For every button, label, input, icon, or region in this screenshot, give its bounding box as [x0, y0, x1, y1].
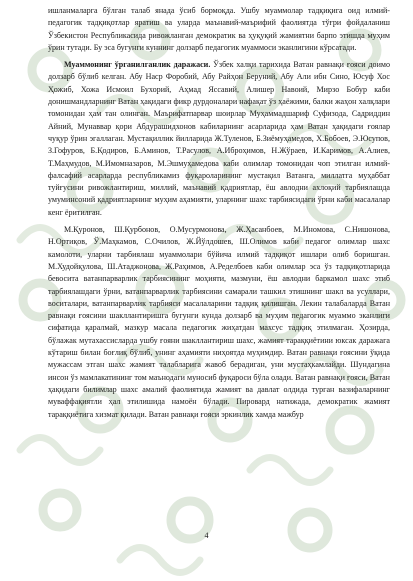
paragraph-text: М.Қуронов, Ш.Қурбонов, О.Мусурмонова, Ж.Ҳасанбоев, М.Иномова, С.Нишонова, Н.Ортиқов, Ў.Маҳкамов, С.Очилов, Ж.Йўлдошев, Ш.Олимов каби педагог олимлар шахс камолоти, уларни тарбиялаш муаммолари бўйича илмий тадқиқот ишлари олиб боришган. М.Худойқулова, Ш.Атаджонова, Ж.Раҳимов, А.Ределбоев каби олимлар эса ўз тадқиқотларида бевосита ватанпарварлик тарбиясининг моҳияти, мазмуни, ёш авлодни баркамол шахс этиб тарбиялашдаги ўрни, ватанпарварлик тарбиясини самарали ташкил этишнинг шакл ва усуллари, воситалари, ватанпарварлик тарбияси масалаларини тадқиқ қилишган. Лекин талабаларда Ватан равнақи ғоясини шакллантиришга бугунги кунда долзарб ва муҳим педагогик муаммо эканлиги сифатида қаралмай, мазкур масала педагогик жиҳатдан махсус тадқиқ этилмаган. Ҳозирда, бўлажак мутахассисларда ушбу ғояни шакллантириш шахс, жамият тараққиётини юксак даражага кўтариш билан боғлиқ бўлиб, унинг аҳамияти ниҳоятда муҳимдир. Ватан равнақи ғоясини ўқида мужассам этган шахс жамият талабларига жавоб берадиган, уни мустаҳкамлайди. Шундагина инсон ўз мамлакатининг том маънодаги муносиб фуқароси бўла олади. Ватан равнақи ғояси, Ватан ҳақидаги билимлар шахс амалий фаолиятида жамият ва давлат олдида турган вазифаларнинг муваффақиятли ҳал этилишида намоён бўлади. Пировард натижада, демократик жамият тараққиётига хизмат қилади. Ватан равнақи ғояси эркинлик хамда мажбур [48, 225, 390, 419]
paragraph-text: Ўзбек халқи тарихида Ватан равнақи ғояси доимо долзарб бўлиб келган. Абу Наср Форобий, Абу Райҳон Беруний, Абу Али ибн Сино, Юсуф Хос Ҳожиб, Хожа Исмоил Бухорий, Аҳмад Яссавий, Алишер Навоий, Мирзо Бобур каби донишмандларнинг Ватан ҳақидаги фикр дурдоналари нафақат ўз ҳаёжими, балки жаҳон халқлари томонидан ҳам тан олинган. Маърифатпарвар шоирлар Муҳаммадшариф Суфизода, Садриддин Айний, Мунаввар қори Абдурашидхонов кабиларнинг асарларида ҳам Ватан ҳақидаги ғоялар чуқур ўрин эгаллаган. Мустақиллик йилларида Ж.Туленов, Б.Зиёмуҳамедов, Х.Бобоев, Э.Юсупов, З.Гофуров, Б.Қодиров, Б.Аминов, Т.Расулов, А.Иброҳимов, Н.Жўраев, И.Каримов, А.Алиев, Т.Маҳмудов, М.Имомназаров, М.Эшмуҳамедова каби олимлар томонидан чоп этилган илмий-фалсафий асарларда республикамиз фуқароларининг мустақил Ватанга, миллатга муҳаббат туйғусини ривожлантириш, миллий, маънавий қадриятлар, ёш авлодни ахлоқий тарбиялашда умуминсоний қадриятларнинг муҳим аҳамияти, уларнинг шахс тарбиясидаги ўрни каби масалалар кенг ёритилган. [48, 60, 390, 217]
page-number: 4 [204, 531, 209, 540]
paragraph [48, 5, 390, 54]
section-heading: Муаммонинг ўрганилганлик даражаси. [64, 60, 211, 70]
paragraph-text: ишланмаларга бўлган талаб янада ўсиб бормоқда. Ушбу муаммолар тадқиқига оид илмий-педагогик тадқиқотлар яратиш ва уларда маънавий-маърифий фаолиятда тўғри фойдаланиш Ўзбекистон Республикасида ривожланган демократик ва ҳуқуқий жамиятни барпо этишда муҳим ўрин тутади. Бу эса бугунги куннинг долзарб педагогик муаммоси эканлигини кўрсатади. [48, 6, 390, 52]
document-body [48, 5, 390, 421]
paragraph [48, 224, 390, 421]
paragraph [48, 59, 390, 219]
